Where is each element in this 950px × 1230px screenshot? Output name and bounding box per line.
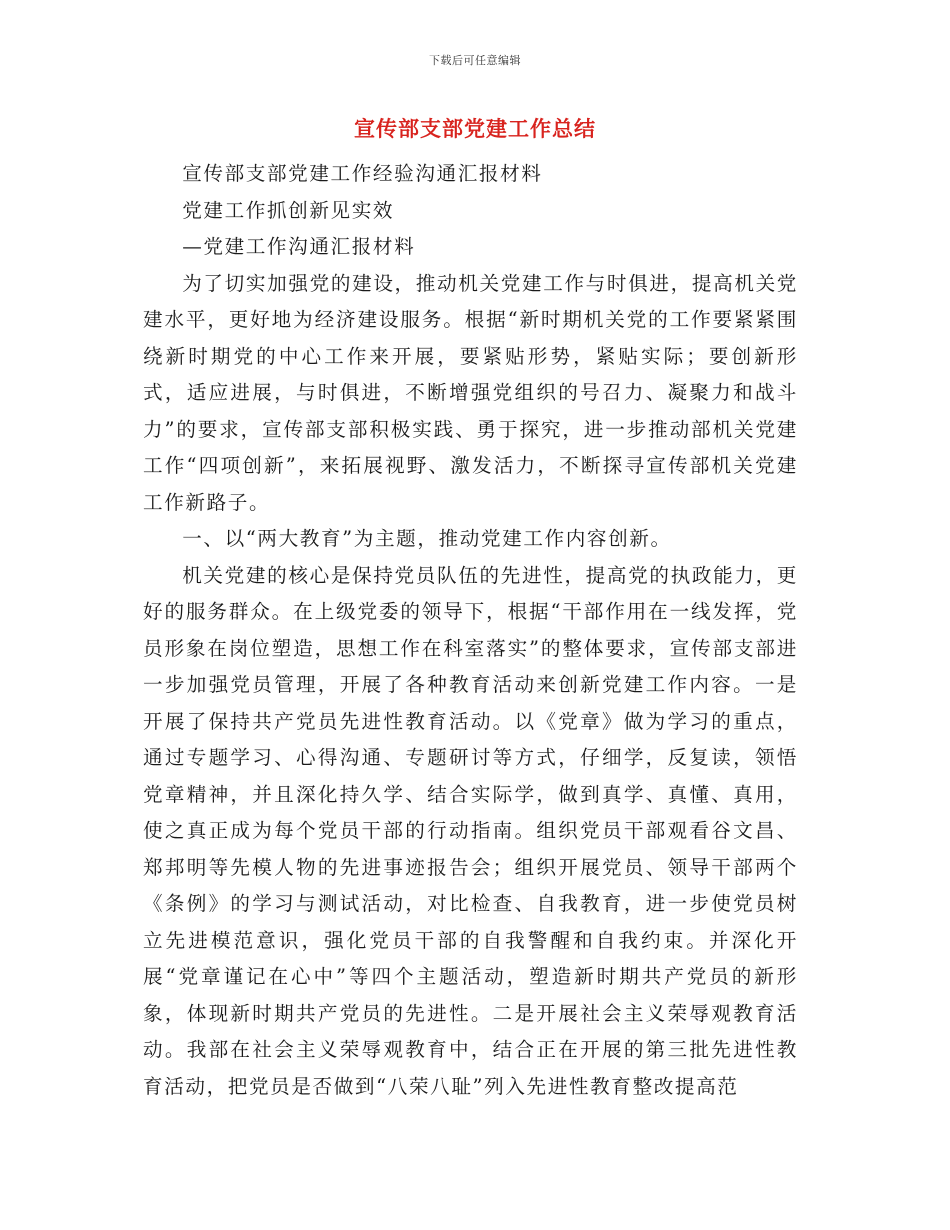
subtitle-line: 党建工作抓创新见实效 <box>182 198 395 222</box>
document-body <box>143 156 798 1105</box>
section-heading: 一、以“两大教育”为主题，推动党建工作内容创新。 <box>182 527 672 550</box>
subtitle-line: 宣传部支部党建工作经验沟通汇报材料 <box>182 162 543 185</box>
subtitle-line: —党建工作沟通汇报材料 <box>182 235 416 258</box>
document-title: 宣传部支部党建工作总结 <box>354 116 596 141</box>
body-paragraph: 机关党建的核心是保持党员队伍的先进性，提高党的执政能力，更好的服务群众。在上级党委的领导下，根据“干部作用在一线发挥，党员形象在岗位塑造，思想工作在科室落实”的整体要求，宣传部支部进一步加强党员管理，开展了各种教育活动来创新党建工作内容。一是开展了保持共产党员先进性教育活动。以《党章》做为学习的重点，通过专题学习、心得沟通、专题研讨等方式，仔细学，反复读，领悟党章精神，并且深化持久学、结合实际学，做到真学、真懂、真用，使之真正成为每个党员干部的行动指南。组织党员干部观看谷文昌、郑邦明等先模人物的先进事迹报告会；组织开展党员、领导干部两个《条例》的学习与测试活动，对比检查、自我教育，进一步使党员树立先进模范意识，强化党员干部的自我警醒和自我约束。并深化开展“党章谨记在心中”等四个主题活动，塑造新时期共产党员的新形象，体现新时期共产党员的先进性。二是开展社会主义荣辱观教育活动。我部在社会主义荣辱观教育中，结合正在开展的第三批先进性教育活动，把党员是否做到“八荣八耻”列入先进性教育整改提高范 <box>143 563 798 1098</box>
header-note: 下载后可任意编辑 <box>429 54 521 67</box>
body-paragraph: 为了切实加强党的建设，推动机关党建工作与时俱进，提高机关党建水平，更好地为经济建设服务。根据“新时期机关党的工作要紧紧围绕新时期党的中心工作来开展，要紧贴形势，紧贴实际；要创新形式，适应进展，与时俱进，不断增强党组织的号召力、凝聚力和战斗力”的要求，宣传部支部积极实践、勇于探究，进一步推动部机关党建工作“四项创新”，来拓展视野、激发活力，不断探寻宣传部机关党建工作新路子。 <box>143 271 798 514</box>
